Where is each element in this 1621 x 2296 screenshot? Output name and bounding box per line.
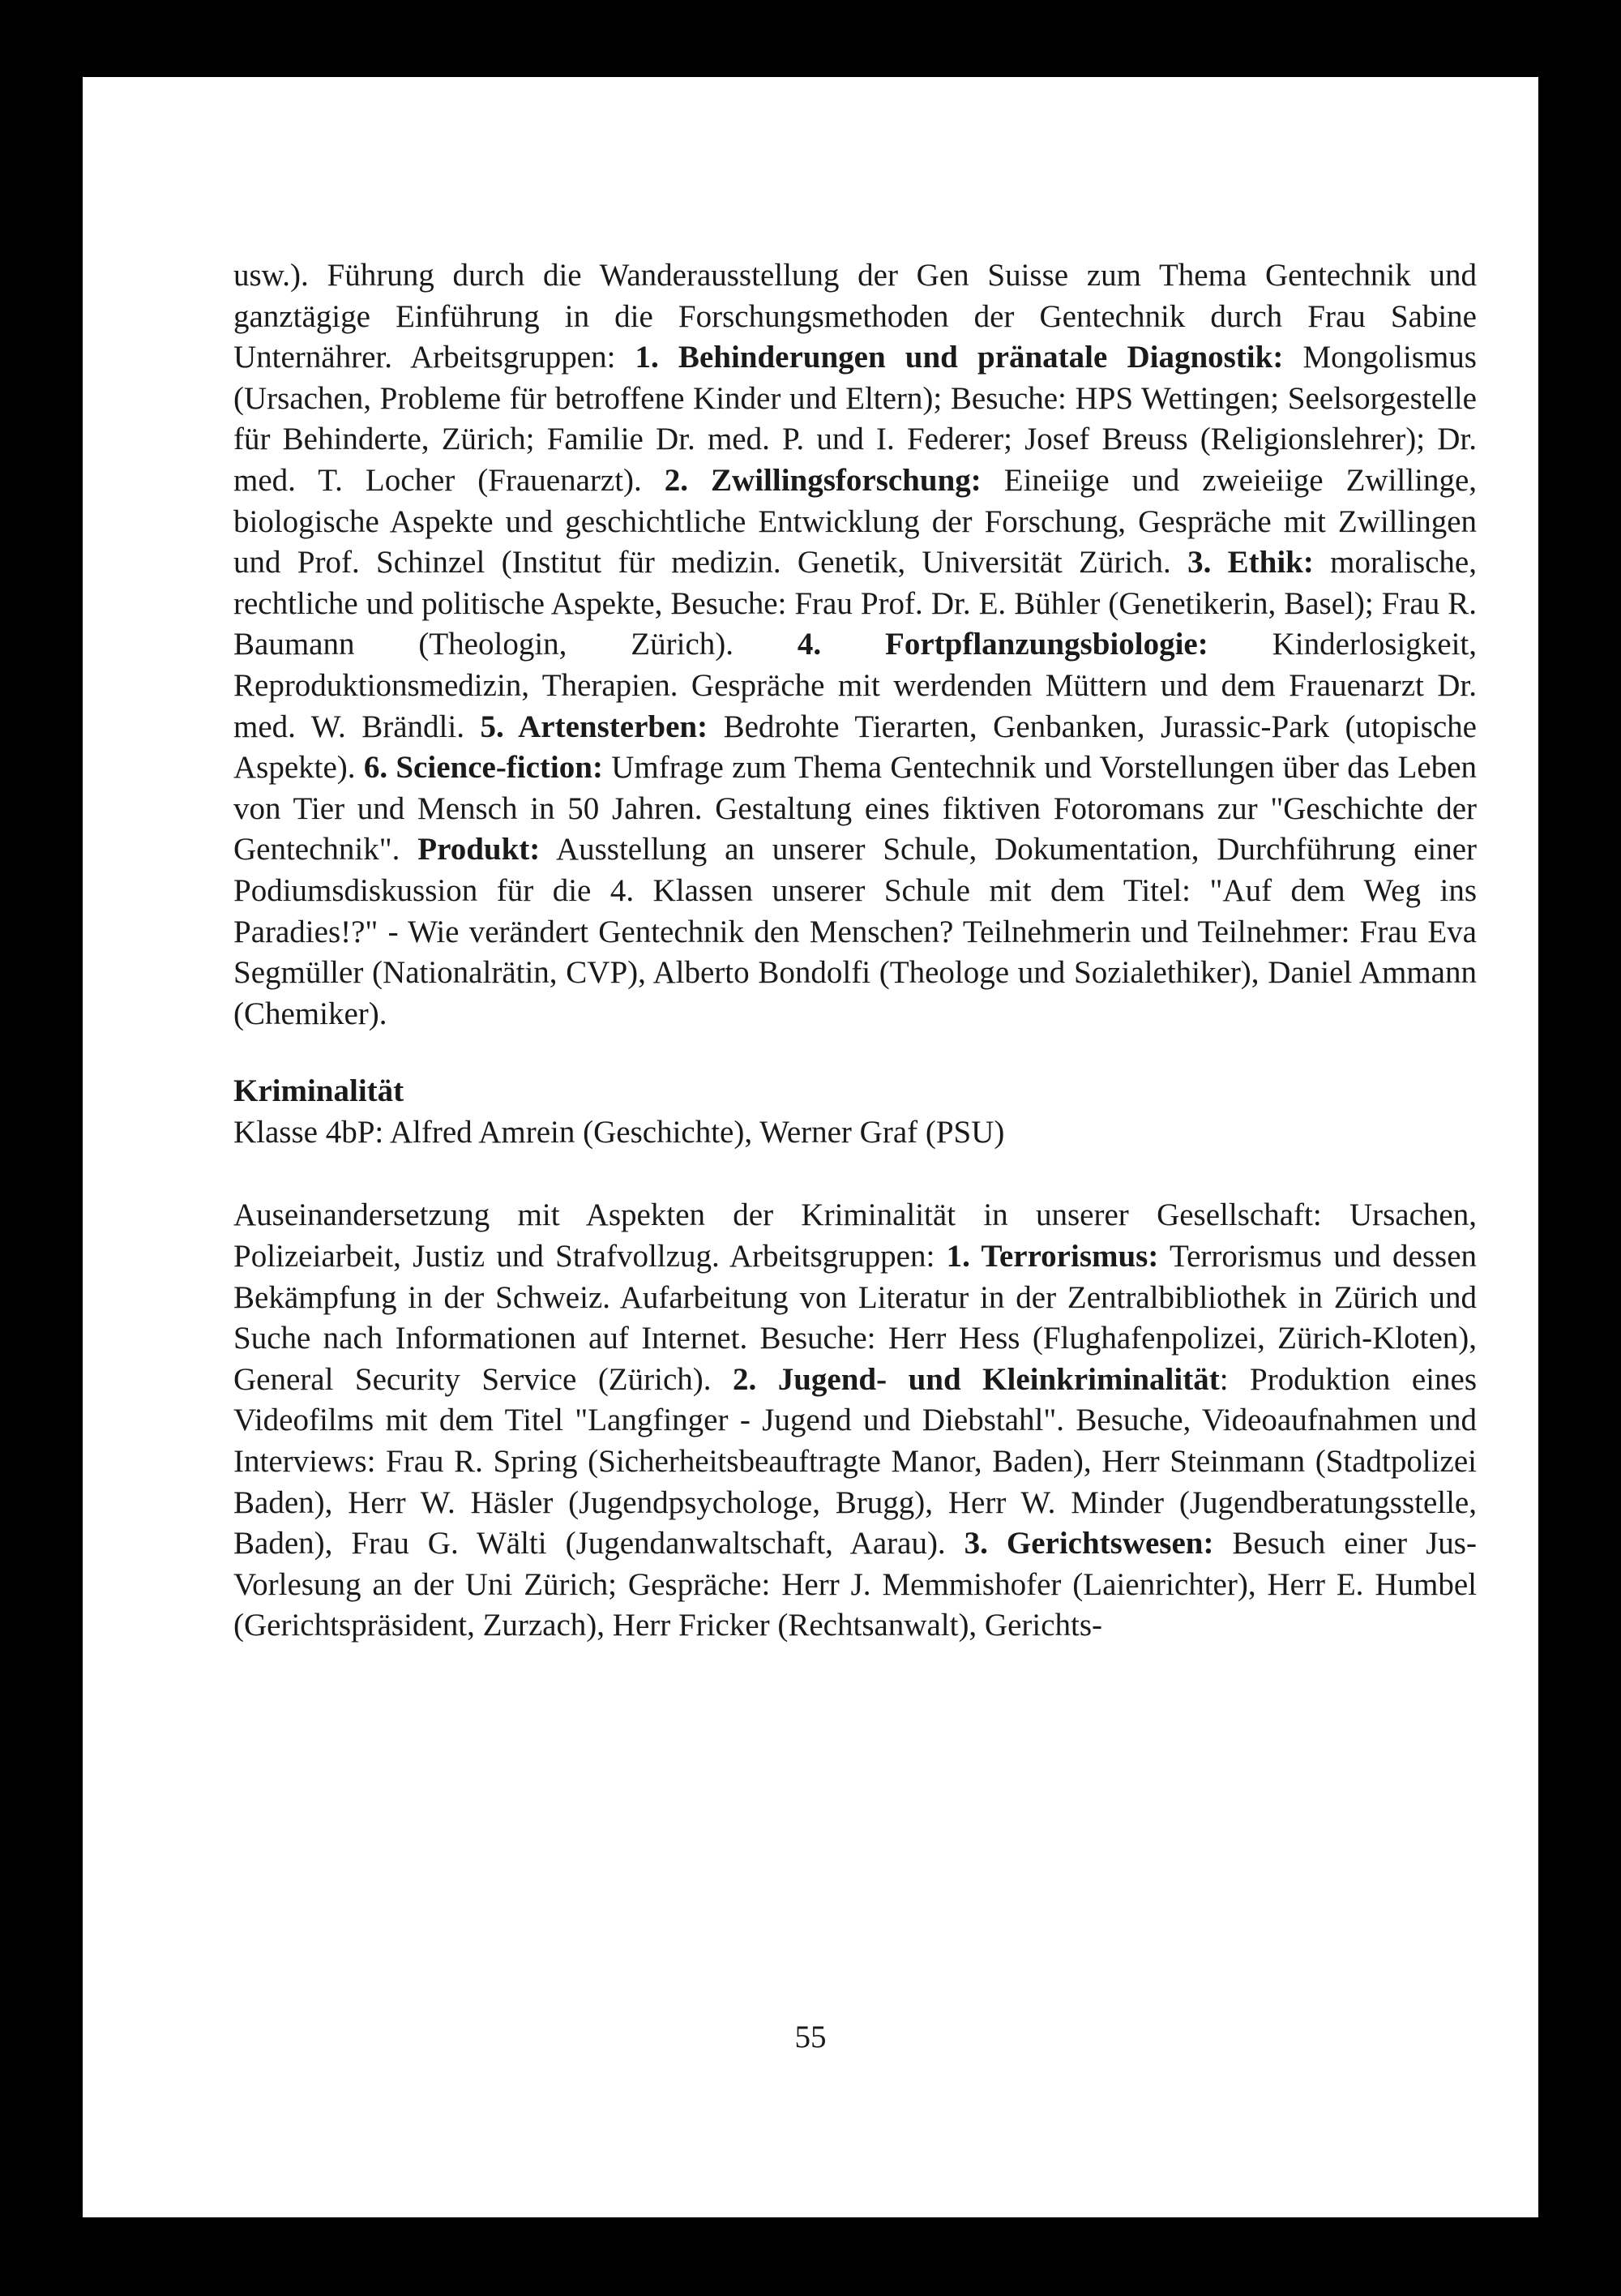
bold-heading-run: 2. Jugend- und Kleinkriminalität bbox=[733, 1361, 1220, 1397]
text-run: Umfrage zum Thema Gentechnik und Vorstellungen über das Leben von Tier und Mensch in 50 Jahren. Gestaltung eines fiktiven Fotoromans zur "Geschichte der Gentechnik". bbox=[233, 750, 1477, 867]
section-title-text: Kriminalität bbox=[233, 1073, 404, 1109]
text-run: Terrorismus und dessen Bekämpfung in der Schweiz. Aufarbeitung von Literatur in der Zentralbibliothek in Zürich und Suche nach Informationen auf Internet. Besuche: Herr Hess (Flughafenpolizei, Zürich-Kloten), General Security Service (Zürich). bbox=[233, 1239, 1478, 1397]
section-subtitle: Klasse 4bP: Alfred Amrein (Geschichte), Werner Graf (PSU) bbox=[233, 1114, 1005, 1150]
bold-heading-run: 3. Gerichtswesen: bbox=[964, 1526, 1214, 1561]
bold-heading-run: 2. Zwillingsforschung: bbox=[664, 462, 982, 498]
page-number: 55 bbox=[794, 2020, 827, 2054]
text-run: Auseinandersetzung mit Aspekten der Kriminalität in unserer Gesellschaft: Ursachen, Polizeiarbeit, Justiz und Strafvollzug. Arbeitsgruppen: bbox=[233, 1197, 1477, 1274]
text-run: Besuch einer Jus-Vorlesung an der Uni Zürich; Gespräche: Herr J. Memmishofer (Laienrichter), Herr E. Humbel (Gerichtspräsident, Zurzach), Herr Fricker (Rechtsanwalt), Gerichts- bbox=[233, 1526, 1477, 1643]
bold-heading-run: 5. Artensterben: bbox=[480, 709, 708, 744]
page-content bbox=[233, 255, 1477, 1647]
bold-heading-run: 6. Science-fiction: bbox=[363, 750, 603, 786]
text-run: Bedrohte Tierarten, Genbanken, Jurassic-Park (utopische Aspekte). bbox=[233, 709, 1477, 786]
body-paragraph-crime bbox=[233, 1195, 1477, 1647]
text-run: Mongolismus (Ursachen, Probleme für betroffene Kinder und Eltern); Besuche: HPS Wettingen; Seelsorgestelle für Behinderte, Zürich; Familie Dr. med. P. und I. Federer; Josef Breuss (Religionslehrer); Dr. med. T. Locher (Frauenarzt). bbox=[233, 340, 1477, 498]
bold-heading-run: Produkt: bbox=[417, 832, 541, 867]
bold-heading-run: 4. Fortpflanzungsbiologie: bbox=[797, 627, 1208, 662]
text-run: Ausstellung an unserer Schule, Dokumentation, Durchführung einer Podiumsdiskussion für die 4. Klassen unserer Schule mit dem Titel: "Auf dem Weg ins Paradies!?" - Wie verändert Gentechnik den Menschen? Teilnehmerin und Teilnehmer: Frau Eva Segmüller (Nationalrätin, CVP), Alberto Bondolfi (Theologe und Sozialethiker), Daniel Ammann (Chemiker). bbox=[233, 832, 1478, 1031]
text-run: : Produktion eines Videofilms mit dem Titel "Langfinger - Jugend und Diebstahl". Besuche, Videoaufnahmen und Interviews: Frau R. Spring (Sicherheitsbeauftragte Manor, Baden), Herr Steinmann (Stadtpolizei Baden), Herr W. Häsler (Jugendpsychologe, Brugg), Herr W. Minder (Jugendberatungsstelle, Baden), Frau G. Wälti (Jugendanwaltschaft, Aarau). bbox=[233, 1361, 1477, 1561]
text-run: Eineiige und zweieiige Zwillinge, biologische Aspekte und geschichtliche Entwicklung der Forschung, Gespräche mit Zwillingen und Prof. Schinzel (Institut für medizin. Genetik, Universität Zürich. bbox=[233, 462, 1477, 580]
bold-heading-run: 3. Ethik: bbox=[1187, 545, 1314, 580]
bold-heading-run: 1. Terrorismus: bbox=[946, 1239, 1159, 1274]
text-run: moralische, rechtliche und politische Aspekte, Besuche: Frau Prof. Dr. E. Bühler (Genetikerin, Basel); Frau R. Baumann (Theologin, Zürich). bbox=[233, 545, 1477, 662]
text-run: Kinderlosigkeit, Reproduktionsmedizin, Therapien. Gespräche mit werdenden Müttern und dem Frauenarzt Dr. med. W. Brändli. bbox=[233, 627, 1477, 744]
body-paragraph-genetics bbox=[233, 255, 1477, 1034]
section-title bbox=[233, 1071, 1477, 1112]
text-run: usw.). Führung durch die Wanderausstellung der Gen Suisse zum Thema Gentechnik und ganztägige Einführung in die Forschungsmethoden der Gentechnik durch Frau Sabine Unternährer. Arbeitsgruppen: bbox=[233, 258, 1477, 375]
document-page bbox=[83, 77, 1538, 2217]
bold-heading-run: 1. Behinderungen und pränatale Diagnostik: bbox=[635, 340, 1284, 375]
